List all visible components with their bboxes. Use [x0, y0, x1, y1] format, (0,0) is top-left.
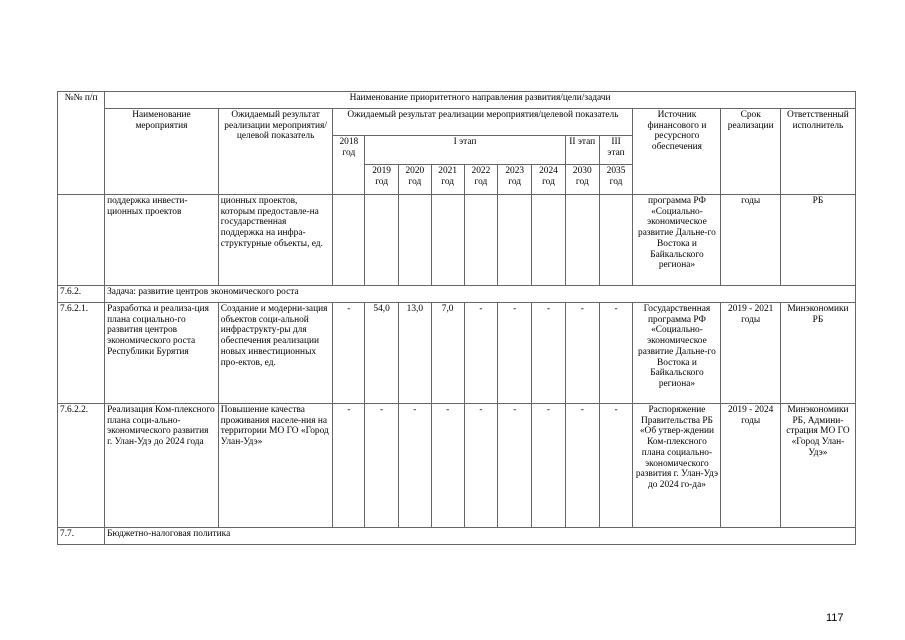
- plan-table: [57, 91, 856, 545]
- header-year-2022: 2022 год: [464, 165, 498, 195]
- row-num: 7.6.2.2.: [58, 404, 105, 528]
- row-value-2022: -: [464, 303, 498, 404]
- row-source: Распоряжение Правительства РБ «Об утвер-ждении Ком-плексного плана социально-экономического развития г. Улан-Удэ до 2024 го-да»: [633, 404, 721, 528]
- row-value-2020: -: [398, 404, 431, 528]
- row-result: Создание и модерни-зация объектов соци-альной инфраструкту-ры для обеспечения реализации новых инвестиционных про-ектов, ед.: [218, 303, 333, 404]
- row-value-2021: -: [431, 404, 464, 528]
- row-value-2022: -: [464, 404, 498, 528]
- table-row-7-6-2-2: [58, 404, 856, 528]
- header-term: Срок реализации: [721, 109, 780, 195]
- row-result: ционных проектов, которым предоставле-на государственная поддержка на инфра-структурные объекты, ед.: [218, 195, 333, 286]
- header-year-2024: 2024 год: [532, 165, 566, 195]
- row-responsible: Минэкономики РБ: [780, 303, 855, 404]
- row-value-2018: -: [333, 404, 365, 528]
- row-value-2030: -: [565, 303, 599, 404]
- header-num: №№ п/п: [58, 92, 105, 195]
- row-cell: [532, 195, 566, 286]
- header-responsible: Ответственный исполнитель: [780, 109, 855, 195]
- header-row-2: [58, 109, 856, 136]
- row-term: 2019 - 2021 годы: [721, 303, 780, 404]
- header-year-2018: 2018 год: [333, 136, 365, 195]
- page-number: 117: [826, 612, 844, 624]
- table-row-section-7-6-2: [58, 286, 856, 303]
- header-row-1: [58, 92, 856, 109]
- row-num: [58, 195, 105, 286]
- row-value-2030: -: [565, 404, 599, 528]
- header-year-2030: 2030 год: [565, 165, 599, 195]
- row-value-2024: -: [532, 303, 566, 404]
- header-source: Источник финансового и ресурсного обеспечения: [633, 109, 721, 195]
- header-event-name: Наименование мероприятия: [105, 109, 219, 195]
- row-result: Повышение качества проживания населе-ния на территории МО ГО «Город Улан-Удэ»: [218, 404, 333, 528]
- header-stage-1: I этап: [365, 136, 566, 165]
- row-cell: [431, 195, 464, 286]
- row-event-name: Разработка и реализа-ция плана социально-го развития центров экономического роста Республики Бурятия: [105, 303, 219, 404]
- row-cell: [365, 195, 399, 286]
- row-value-2023: -: [498, 404, 532, 528]
- row-value-2023: -: [498, 303, 532, 404]
- row-cell: [398, 195, 431, 286]
- row-event-name: поддержка инвести-ционных проектов: [105, 195, 219, 286]
- row-value-2018: -: [333, 303, 365, 404]
- row-value-2024: -: [532, 404, 566, 528]
- row-cell: [599, 195, 633, 286]
- table-row-7-6-2-1: [58, 303, 856, 404]
- header-year-2023: 2023 год: [498, 165, 532, 195]
- row-num: 7.7.: [58, 528, 105, 545]
- row-responsible: Минэкономики РБ, Админи-страция МО ГО «Город Улан-Удэ»: [780, 404, 855, 528]
- row-term: годы: [721, 195, 780, 286]
- row-num: 7.6.2.1.: [58, 303, 105, 404]
- header-stage-3: III этап: [599, 136, 633, 165]
- row-num: 7.6.2.: [58, 286, 105, 303]
- row-value-2020: 13,0: [398, 303, 431, 404]
- table-row-continuation: [58, 195, 856, 286]
- row-cell: [333, 195, 365, 286]
- row-value-2019: -: [365, 404, 399, 528]
- row-cell: [565, 195, 599, 286]
- row-section-text: Задача: развитие центров экономического роста: [105, 286, 856, 303]
- row-section-text: Бюджетно-налоговая политика: [105, 528, 856, 545]
- row-source: Государственная программа РФ «Социально-экономическое развитие Дальне-го Востока и Байкальского региона»: [633, 303, 721, 404]
- row-cell: [464, 195, 498, 286]
- row-responsible: РБ: [780, 195, 855, 286]
- header-expected-result: Ожидаемый результат реализации мероприятия/целевой показатель: [218, 109, 333, 195]
- row-source: программа РФ «Социально-экономическое развитие Дальне-го Востока и Байкальского региона»: [633, 195, 721, 286]
- table-row-section-7-7: [58, 528, 856, 545]
- header-year-2020: 2020 год: [398, 165, 431, 195]
- header-stage-2: II этап: [565, 136, 599, 165]
- row-term: 2019 - 2024 годы: [721, 404, 780, 528]
- header-year-2035: 2035 год: [599, 165, 633, 195]
- header-year-2019: 2019 год: [365, 165, 399, 195]
- row-value-2035: -: [599, 404, 633, 528]
- row-event-name: Реализация Ком-плексного плана соци-ально-экономического развития г. Улан-Удэ до 2024 года: [105, 404, 219, 528]
- row-value-2035: -: [599, 303, 633, 404]
- row-cell: [498, 195, 532, 286]
- row-value-2021: 7,0: [431, 303, 464, 404]
- row-value-2019: 54,0: [365, 303, 399, 404]
- header-expected-result-indicator: Ожидаемый результат реализации мероприятия/целевой показатель: [333, 109, 633, 136]
- header-direction: Наименование приоритетного направления развития/цели/задачи: [105, 92, 856, 109]
- header-year-2021: 2021 год: [431, 165, 464, 195]
